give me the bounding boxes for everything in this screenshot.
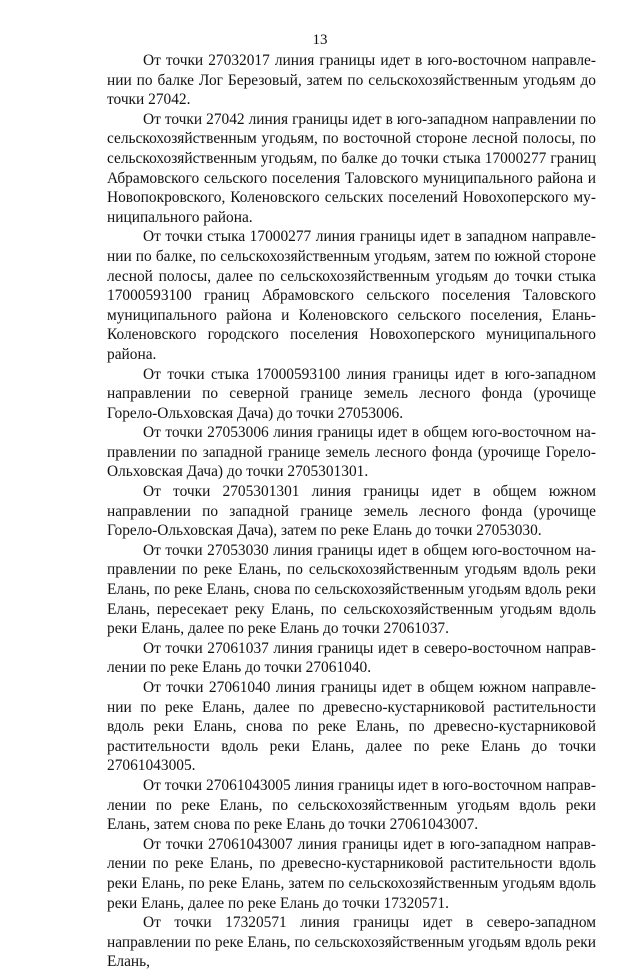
paragraph: От точки 27061043007 линия границы идет в юго-западном направлении по реке Елань, по древесно-кустарниковой растительности вдоль реки Елань, по реке Елань, затем по сельскохозяйственным угодьям вдоль реки Елань, далее по реке Елань до точки 17320571. [107,835,596,912]
paragraph: От точки 27061043005 линия границы идет в юго-восточном направлении по реке Елань, по сельскохозяйственным угодьям вдоль реки Елань, затем снова по реке Елань до точки 27061043007. [107,776,596,834]
paragraph: От точки 27032017 линия границы идет в юго-восточном направлении по балке Лог Березовый, затем по сельскохозяйственным угодьям до точки 27042. [107,52,596,109]
paragraph: От точки 27042 линия границы идет в юго-западном направлении по сельскохозяйственным угодьям, по восточной стороне лесной полосы, по сельскохозяйственным угодьям, по балке до точки стыка 17000277 границ Абрамовского сельского поселения Таловского муниципального района и Новопокровского, Коленовского сельских поселений Новохоперского муниципального района. [107,110,596,226]
paragraph: От точки 17320571 линия границы идет в северо-западном направлении по реке Елань, по сельскохозяйственным угодьям вдоль реки Елань, [107,914,596,971]
paragraph: От точки 27061040 линия границы идет в общем южном направлении по реке Елань, далее по древесно-кустарниковой растительности вдоль реки Елань, снова по реке Елань, по древесно-кустарниковой растительности вдоль реки Елань, далее по реке Елань до точки 27061043005. [107,679,596,775]
paragraph: От точки 27061037 линия границы идет в северо-восточном направлении по реке Елань до точки 27061040. [107,639,596,677]
page-number: 13 [312,32,328,48]
paragraph: От точки 2705301301 линия границы идет в общем южном направлении по западной границе земель лесного фонда (урочище Горело-Ольховская Дача), затем по реке Елань до точки 27053030. [107,483,596,540]
paragraph: От точки стыка 17000593100 линия границы идет в юго-западном направлении по северной границе земель лесного фонда (урочище Горело-Ольховская Дача) до точки 27053006. [107,365,596,422]
document-body [107,51,596,972]
paragraph: От точки 27053006 линия границы идет в общем юго-восточном направлении по западной границе земель лесного фонда (урочище Горело-Ольховская Дача) до точки 2705301301. [107,424,596,481]
paragraph: От точки стыка 17000277 линия границы идет в западном направлении по балке, по сельскохозяйственным угодьям, затем по южной стороне лесной полосы, далее по сельскохозяйственным угодьям до точки стыка 17000593100 границ Абрамовского сельского поселения Таловского муниципального района и Коленовского сельского поселения, Елань-Коленовского городского поселения Новохоперского муниципального района. [107,228,596,363]
paragraph: От точки 27053030 линия границы идет в общем юго-восточном направлении по реке Елань, по сельскохозяйственным угодьям вдоль реки Елань, по реке Елань, снова по сельскохозяйственным угодьям вдоль реки Елань, пересекает реку Елань, по сельскохозяйственным угодьям вдоль реки Елань, далее по реке Елань до точки 27061037. [107,541,596,638]
